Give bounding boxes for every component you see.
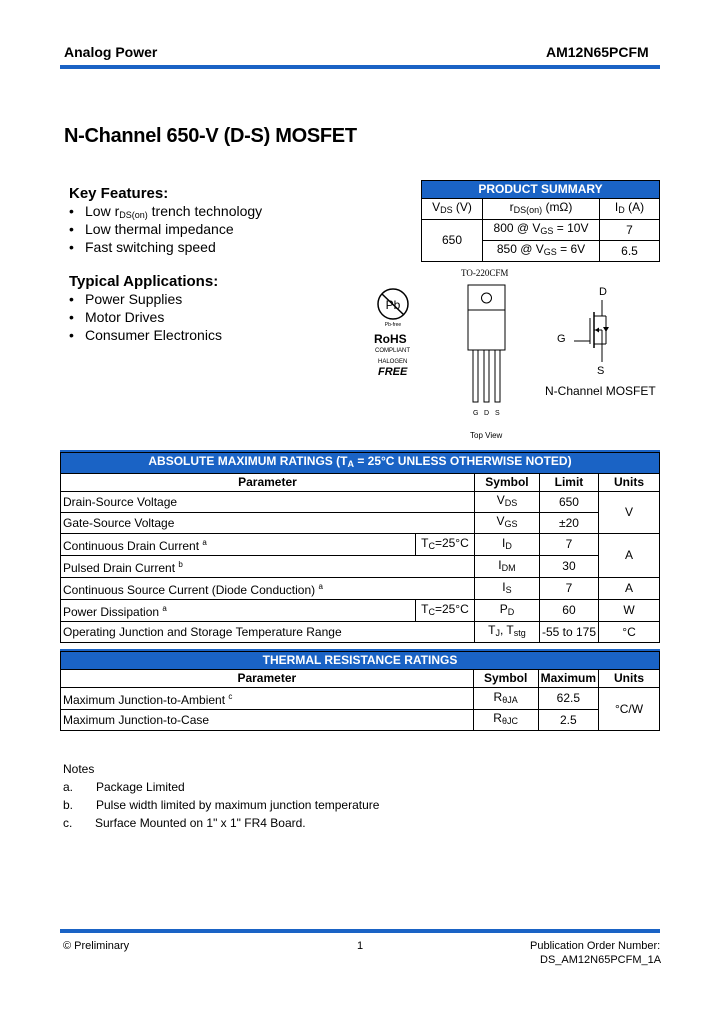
thermal-col-symbol: Symbol xyxy=(473,670,538,688)
header-rule xyxy=(60,65,660,69)
abs-col-symbol: Symbol xyxy=(474,474,539,492)
source-label: S xyxy=(597,365,605,377)
thermal-col-parameter: Parameter xyxy=(61,670,474,688)
summary-rds-value: 850 @ $V_{GS} = 6V$ xyxy=(483,241,600,262)
thermal-title: THERMAL RESISTANCE RATINGS xyxy=(61,652,660,670)
summary-col-rds: $r_{DS(on)}$ (mΩ) xyxy=(483,199,600,220)
application-item: • Power Supplies xyxy=(69,291,183,307)
mosfet-type-label: N-Channel MOSFET xyxy=(545,384,656,398)
application-item: • Motor Drives xyxy=(69,309,165,325)
gate-label: G xyxy=(557,333,566,345)
page-number: 1 xyxy=(357,940,364,952)
feature-item: • Low thermal impedance xyxy=(69,221,234,237)
abs-col-limit: Limit xyxy=(539,474,598,492)
company-name: Analog Power xyxy=(64,44,158,60)
abs-col-units: Units xyxy=(599,474,660,492)
publication-order-number: DS_AM12N65PCFM_1A xyxy=(540,954,662,966)
table-row: Pulsed Drain Current $^b$ $I_{DM}$ 30 xyxy=(61,556,660,578)
mosfet-symbol-icon xyxy=(568,298,618,366)
table-row: Operating Junction and Storage Temperature Range $T_J$, $T_{stg}$ -55 to 175 °C xyxy=(61,622,660,643)
summary-id-value: 6.5 xyxy=(600,241,660,262)
table-row: Continuous Drain Current $^a$ $T_C=25^\circ C$ $I_D$ 7 A xyxy=(61,534,660,556)
table-row: Gate-Source Voltage $V_{GS}$ ±20 xyxy=(61,513,660,534)
pb-free-text: Pb-free xyxy=(384,322,402,328)
top-view-label: Top View xyxy=(470,431,503,440)
rohs-label: RoHS xyxy=(374,332,407,346)
feature-item: • Low $r_{DS(on)}$ trench technology xyxy=(69,203,263,220)
pb-free-icon xyxy=(372,286,414,328)
footer-rule xyxy=(60,929,660,933)
summary-col-id: $I_D$ (A) xyxy=(600,199,660,220)
note-item: a. Package Limited xyxy=(63,780,185,794)
table-row: Power Dissipation $^a$ $T_C=25^\circ C$ $P_D$ 60 W xyxy=(61,600,660,622)
key-features-heading: Key Features: xyxy=(69,185,169,202)
note-item: b. Pulse width limited by maximum junction temperature xyxy=(63,798,380,812)
abs-col-parameter: Parameter xyxy=(61,474,475,492)
table-row: Continuous Source Current (Diode Conduction) $^a$ $I_S$ 7 A xyxy=(61,578,660,600)
part-number: AM12N65PCFM xyxy=(546,44,649,60)
abs-max-title: ABSOLUTE MAXIMUM RATINGS ($T_A = 25^\circ C$ UNLESS OTHERWISE NOTED) xyxy=(61,453,660,474)
notes-heading: Notes xyxy=(63,762,95,776)
applications-heading: Typical Applications: xyxy=(69,273,219,290)
product-summary-table xyxy=(421,180,660,262)
to220-package-drawing xyxy=(462,280,512,410)
halogen-free-label: FREE xyxy=(378,366,408,378)
summary-col-vds: $V_{DS}$ (V) xyxy=(422,199,483,220)
halogen-label: HALOGEN xyxy=(378,359,408,365)
table-row: Maximum Junction-to-Ambient $^c$ $R_{\theta JA}$ 62.5 °C/W xyxy=(61,688,660,710)
table-row: Drain-Source Voltage $V_{DS}$ 650 V xyxy=(61,492,660,513)
application-item: • Consumer Electronics xyxy=(69,327,222,343)
pb-symbol-text: Pb xyxy=(385,298,401,312)
product-summary-title: PRODUCT SUMMARY xyxy=(422,181,660,199)
feature-item: • Fast switching speed xyxy=(69,239,216,255)
thermal-col-units: Units xyxy=(599,670,660,688)
summary-vds-value: 650 xyxy=(422,220,483,262)
summary-id-value: 7 xyxy=(600,220,660,241)
footer-preliminary: © Preliminary xyxy=(63,940,130,952)
table-row: Maximum Junction-to-Case $R_{\theta JC}$ 2.5 xyxy=(61,710,660,731)
rohs-compliant: COMPLIANT xyxy=(375,348,411,354)
pin-label-g: G xyxy=(473,410,479,417)
publication-order-label: Publication Order Number: xyxy=(530,940,661,952)
summary-rds-value: 800 @ $V_{GS} = 10V$ xyxy=(483,220,600,241)
note-item: c. Surface Mounted on 1" x 1" FR4 Board. xyxy=(63,816,306,830)
package-name: TO-220CFM xyxy=(461,268,509,278)
thermal-col-maximum: Maximum xyxy=(538,670,598,688)
page-title: N-Channel 650-V (D-S) MOSFET xyxy=(64,125,357,147)
pin-label-s: S xyxy=(495,410,500,417)
drain-label: D xyxy=(599,286,607,298)
pin-label-d: D xyxy=(484,410,490,417)
thermal-resistance-table xyxy=(60,651,660,731)
absolute-max-ratings-table xyxy=(60,452,660,643)
